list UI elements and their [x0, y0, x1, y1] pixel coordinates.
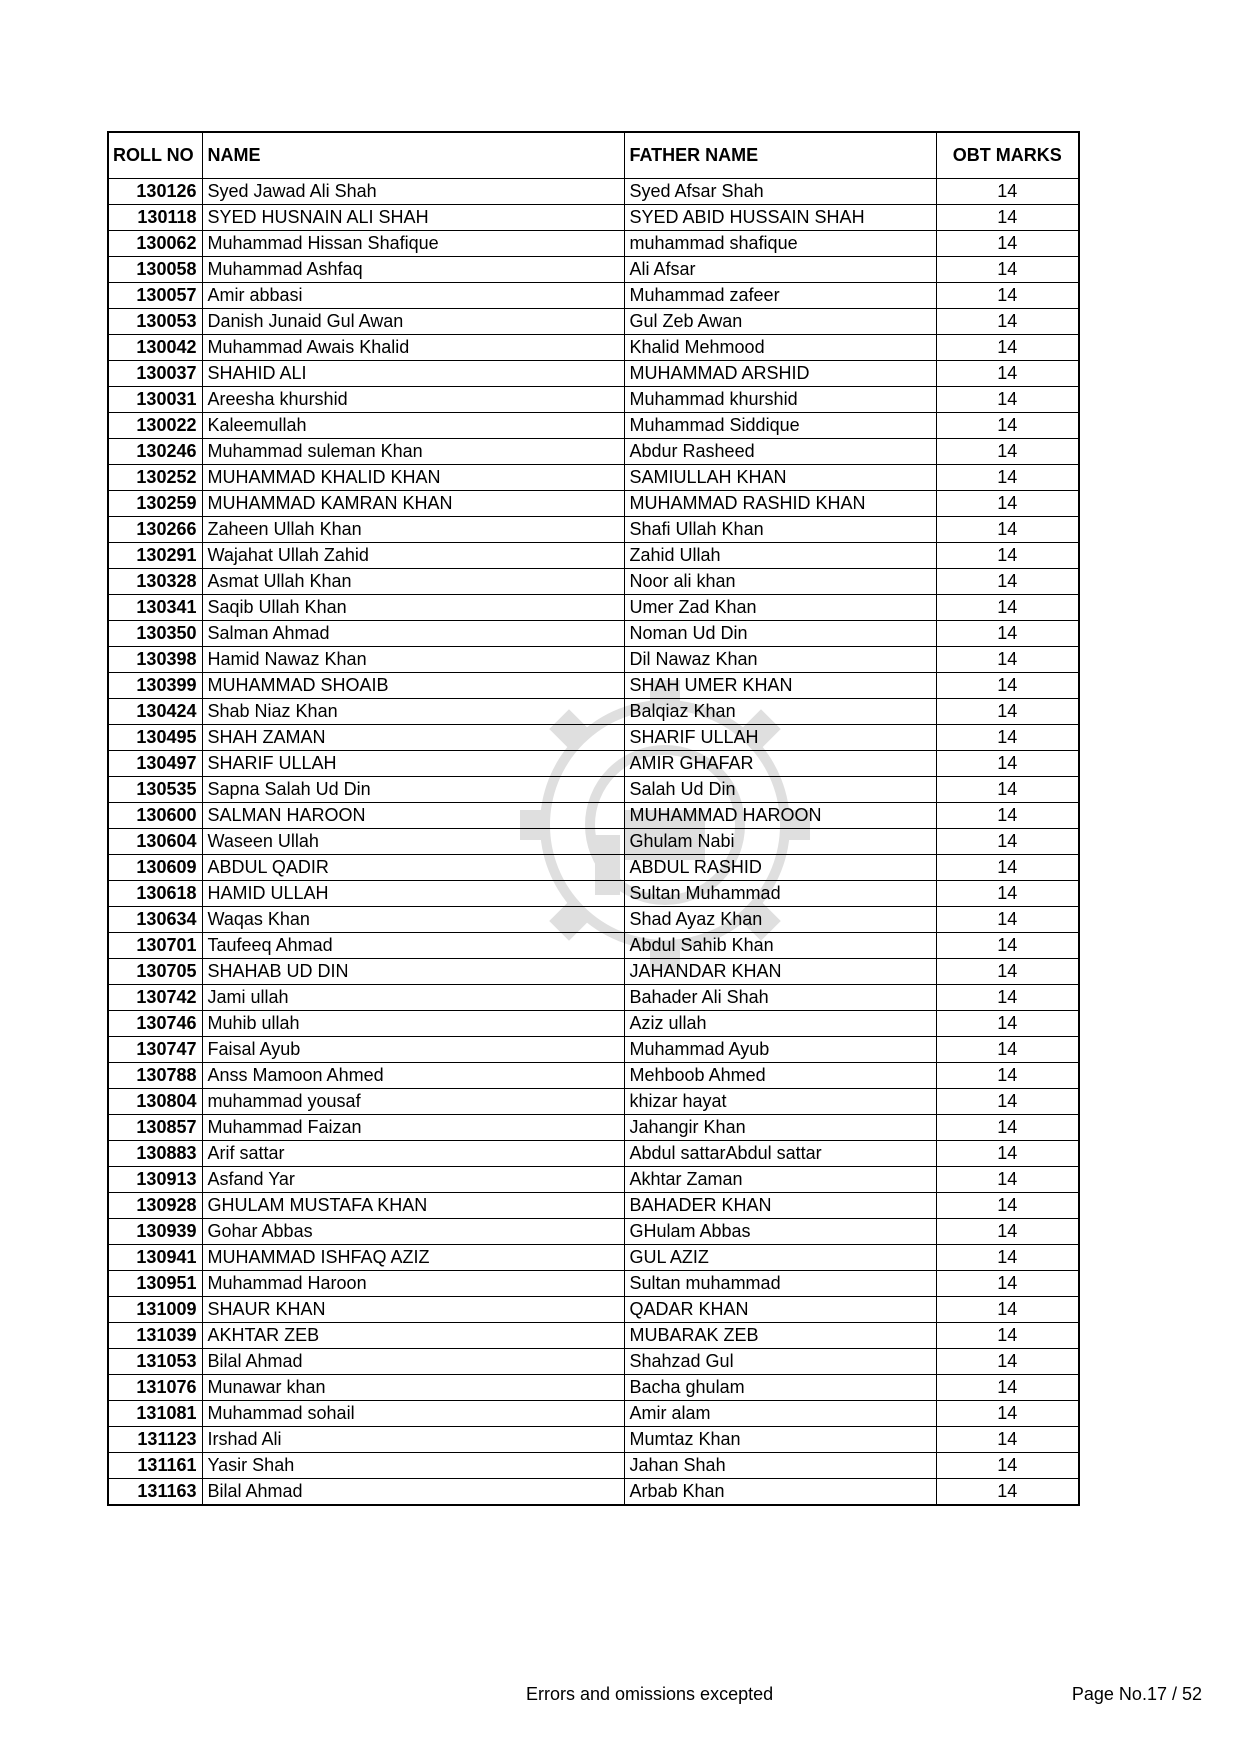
father-name-cell: Shahzad Gul — [624, 1349, 936, 1375]
name-cell: Muhammad suleman Khan — [202, 439, 624, 465]
table-row — [108, 1037, 1079, 1063]
obt-marks-cell: 14 — [936, 1245, 1079, 1271]
roll-no-cell: 130747 — [108, 1037, 202, 1063]
father-name-cell: Gul Zeb Awan — [624, 309, 936, 335]
father-name-cell: Salah Ud Din — [624, 777, 936, 803]
roll-no-cell: 130058 — [108, 257, 202, 283]
obt-marks-cell: 14 — [936, 933, 1079, 959]
father-name-cell: JAHANDAR KHAN — [624, 959, 936, 985]
table-row — [108, 1453, 1079, 1479]
roll-no-cell: 131053 — [108, 1349, 202, 1375]
name-cell: SALMAN HAROON — [202, 803, 624, 829]
name-cell: Syed Jawad Ali Shah — [202, 179, 624, 205]
father-name-cell: GHulam Abbas — [624, 1219, 936, 1245]
roll-no-cell: 130804 — [108, 1089, 202, 1115]
roll-no-cell: 130913 — [108, 1167, 202, 1193]
father-name-cell: Ali Afsar — [624, 257, 936, 283]
name-cell: Muhib ullah — [202, 1011, 624, 1037]
name-cell: SYED HUSNAIN ALI SHAH — [202, 205, 624, 231]
table-row — [108, 595, 1079, 621]
obt-marks-cell: 14 — [936, 1037, 1079, 1063]
name-cell: AKHTAR ZEB — [202, 1323, 624, 1349]
table-row — [108, 1349, 1079, 1375]
father-name-cell: Jahan Shah — [624, 1453, 936, 1479]
obt-marks-cell: 14 — [936, 231, 1079, 257]
name-cell: SHAH ZAMAN — [202, 725, 624, 751]
table-row — [108, 1115, 1079, 1141]
roll-no-cell: 130618 — [108, 881, 202, 907]
roll-no-cell: 130857 — [108, 1115, 202, 1141]
name-cell: Bilal Ahmad — [202, 1479, 624, 1506]
roll-no-cell: 130350 — [108, 621, 202, 647]
obt-marks-cell: 14 — [936, 1167, 1079, 1193]
table-row — [108, 517, 1079, 543]
roll-no-cell: 130535 — [108, 777, 202, 803]
table-header-row — [108, 132, 1079, 179]
table-row — [108, 621, 1079, 647]
obt-marks-cell: 14 — [936, 673, 1079, 699]
obt-marks-cell: 14 — [936, 361, 1079, 387]
name-cell: Hamid Nawaz Khan — [202, 647, 624, 673]
table-row — [108, 1219, 1079, 1245]
roll-no-cell: 130928 — [108, 1193, 202, 1219]
father-name-cell: Aziz ullah — [624, 1011, 936, 1037]
father-name-cell: Balqiaz Khan — [624, 699, 936, 725]
obt-marks-cell: 14 — [936, 1453, 1079, 1479]
name-cell: Kaleemullah — [202, 413, 624, 439]
roll-no-cell: 130037 — [108, 361, 202, 387]
father-name-cell: Abdur Rasheed — [624, 439, 936, 465]
table-row — [108, 465, 1079, 491]
obt-marks-cell: 14 — [936, 1323, 1079, 1349]
roll-no-cell: 130042 — [108, 335, 202, 361]
table-row — [108, 1063, 1079, 1089]
table-row — [108, 205, 1079, 231]
roll-no-cell: 131163 — [108, 1479, 202, 1506]
table-row — [108, 1011, 1079, 1037]
father-name-cell: Bahader Ali Shah — [624, 985, 936, 1011]
table-row — [108, 829, 1079, 855]
father-name-cell: Noman Ud Din — [624, 621, 936, 647]
table-row — [108, 725, 1079, 751]
father-name-cell: MUHAMMAD HAROON — [624, 803, 936, 829]
page-number: Page No.17 / 52 — [1071, 1684, 1202, 1704]
obt-marks-cell: 14 — [936, 1349, 1079, 1375]
father-name-cell: GUL AZIZ — [624, 1245, 936, 1271]
father-name-cell: Akhtar Zaman — [624, 1167, 936, 1193]
name-cell: Wajahat Ullah Zahid — [202, 543, 624, 569]
table-row — [108, 751, 1079, 777]
father-name-cell: Shafi Ullah Khan — [624, 517, 936, 543]
roll-no-cell: 130634 — [108, 907, 202, 933]
roll-no-cell: 130126 — [108, 179, 202, 205]
father-name-cell: Muhammad zafeer — [624, 283, 936, 309]
father-name-cell: muhammad shafique — [624, 231, 936, 257]
obt-marks-cell: 14 — [936, 439, 1079, 465]
father-name-cell: Umer Zad Khan — [624, 595, 936, 621]
obt-marks-cell: 14 — [936, 517, 1079, 543]
obt-marks-cell: 14 — [936, 985, 1079, 1011]
roll-no-cell: 130701 — [108, 933, 202, 959]
table-row — [108, 1271, 1079, 1297]
father-name-cell: Muhammad Ayub — [624, 1037, 936, 1063]
name-cell: Sapna Salah Ud Din — [202, 777, 624, 803]
table-row — [108, 335, 1079, 361]
name-cell: Muhammad sohail — [202, 1401, 624, 1427]
obt-marks-cell: 14 — [936, 1115, 1079, 1141]
name-cell: Taufeeq Ahmad — [202, 933, 624, 959]
roll-no-cell: 130398 — [108, 647, 202, 673]
father-name-cell: BAHADER KHAN — [624, 1193, 936, 1219]
roll-no-cell: 130246 — [108, 439, 202, 465]
roll-no-cell: 131161 — [108, 1453, 202, 1479]
obt-marks-cell: 14 — [936, 1063, 1079, 1089]
table-row — [108, 933, 1079, 959]
obt-marks-cell: 14 — [936, 1401, 1079, 1427]
roll-no-cell: 130746 — [108, 1011, 202, 1037]
roll-no-cell: 130939 — [108, 1219, 202, 1245]
roll-no-cell: 130609 — [108, 855, 202, 881]
roll-no-cell: 130497 — [108, 751, 202, 777]
roll-no-cell: 130031 — [108, 387, 202, 413]
name-cell: Bilal Ahmad — [202, 1349, 624, 1375]
obt-marks-cell: 14 — [936, 699, 1079, 725]
roll-no-cell: 130118 — [108, 205, 202, 231]
obt-marks-cell: 14 — [936, 959, 1079, 985]
name-cell: Muhammad Faizan — [202, 1115, 624, 1141]
roll-no-cell: 131081 — [108, 1401, 202, 1427]
name-cell: Areesha khurshid — [202, 387, 624, 413]
obt-marks-cell: 14 — [936, 595, 1079, 621]
name-cell: Asfand Yar — [202, 1167, 624, 1193]
roll-no-cell: 130266 — [108, 517, 202, 543]
obt-marks-cell: 14 — [936, 1193, 1079, 1219]
roll-no-cell: 130053 — [108, 309, 202, 335]
table-row — [108, 569, 1079, 595]
header-father-name: FATHER NAME — [624, 132, 936, 179]
father-name-cell: ABDUL RASHID — [624, 855, 936, 881]
obt-marks-cell: 14 — [936, 751, 1079, 777]
table-row — [108, 439, 1079, 465]
table-row — [108, 647, 1079, 673]
table-row — [108, 959, 1079, 985]
obt-marks-cell: 14 — [936, 803, 1079, 829]
roll-no-cell: 130399 — [108, 673, 202, 699]
roll-no-cell: 130604 — [108, 829, 202, 855]
results-table — [107, 131, 1080, 1506]
roll-no-cell: 130600 — [108, 803, 202, 829]
roll-no-cell: 130328 — [108, 569, 202, 595]
father-name-cell: SHARIF ULLAH — [624, 725, 936, 751]
roll-no-cell: 130883 — [108, 1141, 202, 1167]
obt-marks-cell: 14 — [936, 1297, 1079, 1323]
table-row — [108, 543, 1079, 569]
roll-no-cell: 130022 — [108, 413, 202, 439]
obt-marks-cell: 14 — [936, 829, 1079, 855]
roll-no-cell: 130291 — [108, 543, 202, 569]
table-row — [108, 1427, 1079, 1453]
name-cell: Muhammad Ashfaq — [202, 257, 624, 283]
name-cell: Waseen Ullah — [202, 829, 624, 855]
name-cell: SHARIF ULLAH — [202, 751, 624, 777]
obt-marks-cell: 14 — [936, 647, 1079, 673]
obt-marks-cell: 14 — [936, 1271, 1079, 1297]
name-cell: Faisal Ayub — [202, 1037, 624, 1063]
obt-marks-cell: 14 — [936, 621, 1079, 647]
obt-marks-cell: 14 — [936, 491, 1079, 517]
table-row — [108, 361, 1079, 387]
obt-marks-cell: 14 — [936, 179, 1079, 205]
table-row — [108, 881, 1079, 907]
obt-marks-cell: 14 — [936, 335, 1079, 361]
header-roll-no: ROLL NO — [108, 132, 202, 179]
father-name-cell: SYED ABID HUSSAIN SHAH — [624, 205, 936, 231]
father-name-cell: MUHAMMAD ARSHID — [624, 361, 936, 387]
father-name-cell: Shad Ayaz Khan — [624, 907, 936, 933]
obt-marks-cell: 14 — [936, 257, 1079, 283]
obt-marks-cell: 14 — [936, 465, 1079, 491]
table-row — [108, 803, 1079, 829]
father-name-cell: SHAH UMER KHAN — [624, 673, 936, 699]
roll-no-cell: 130252 — [108, 465, 202, 491]
table-row — [108, 1089, 1079, 1115]
obt-marks-cell: 14 — [936, 1375, 1079, 1401]
roll-no-cell: 131076 — [108, 1375, 202, 1401]
table-row — [108, 1479, 1079, 1506]
obt-marks-cell: 14 — [936, 1479, 1079, 1506]
table-row — [108, 309, 1079, 335]
obt-marks-cell: 14 — [936, 907, 1079, 933]
name-cell: Amir abbasi — [202, 283, 624, 309]
errors-note: Errors and omissions excepted — [526, 1684, 774, 1704]
father-name-cell: Abdul Sahib Khan — [624, 933, 936, 959]
obt-marks-cell: 14 — [936, 283, 1079, 309]
table-row — [108, 1141, 1079, 1167]
table-row — [108, 673, 1079, 699]
table-row — [108, 777, 1079, 803]
name-cell: SHAHAB UD DIN — [202, 959, 624, 985]
name-cell: Muhammad Awais Khalid — [202, 335, 624, 361]
roll-no-cell: 130495 — [108, 725, 202, 751]
obt-marks-cell: 14 — [936, 413, 1079, 439]
father-name-cell: Syed Afsar Shah — [624, 179, 936, 205]
table-row — [108, 985, 1079, 1011]
name-cell: muhammad yousaf — [202, 1089, 624, 1115]
roll-no-cell: 131123 — [108, 1427, 202, 1453]
father-name-cell: Mumtaz Khan — [624, 1427, 936, 1453]
father-name-cell: Arbab Khan — [624, 1479, 936, 1506]
roll-no-cell: 130424 — [108, 699, 202, 725]
roll-no-cell: 130341 — [108, 595, 202, 621]
obt-marks-cell: 14 — [936, 777, 1079, 803]
table-row — [108, 699, 1079, 725]
obt-marks-cell: 14 — [936, 725, 1079, 751]
father-name-cell: MUHAMMAD RASHID KHAN — [624, 491, 936, 517]
father-name-cell: MUBARAK ZEB — [624, 1323, 936, 1349]
roll-no-cell: 130941 — [108, 1245, 202, 1271]
father-name-cell: Ghulam Nabi — [624, 829, 936, 855]
father-name-cell: Mehboob Ahmed — [624, 1063, 936, 1089]
roll-no-cell: 130788 — [108, 1063, 202, 1089]
table-row — [108, 1323, 1079, 1349]
name-cell: Zaheen Ullah Khan — [202, 517, 624, 543]
name-cell: Waqas Khan — [202, 907, 624, 933]
table-row — [108, 1375, 1079, 1401]
table-row — [108, 387, 1079, 413]
father-name-cell: Khalid Mehmood — [624, 335, 936, 361]
table-row — [108, 179, 1079, 205]
obt-marks-cell: 14 — [936, 1141, 1079, 1167]
obt-marks-cell: 14 — [936, 569, 1079, 595]
table-row — [108, 1297, 1079, 1323]
father-name-cell: Muhammad Siddique — [624, 413, 936, 439]
father-name-cell: khizar hayat — [624, 1089, 936, 1115]
name-cell: SHAUR KHAN — [202, 1297, 624, 1323]
father-name-cell: AMIR GHAFAR — [624, 751, 936, 777]
name-cell: GHULAM MUSTAFA KHAN — [202, 1193, 624, 1219]
obt-marks-cell: 14 — [936, 205, 1079, 231]
name-cell: Shab Niaz Khan — [202, 699, 624, 725]
roll-no-cell: 130057 — [108, 283, 202, 309]
father-name-cell: Muhammad khurshid — [624, 387, 936, 413]
table-row — [108, 1167, 1079, 1193]
table-row — [108, 1245, 1079, 1271]
father-name-cell: Amir alam — [624, 1401, 936, 1427]
roll-no-cell: 130259 — [108, 491, 202, 517]
roll-no-cell: 130742 — [108, 985, 202, 1011]
roll-no-cell: 131039 — [108, 1323, 202, 1349]
name-cell: Jami ullah — [202, 985, 624, 1011]
name-cell: MUHAMMAD KAMRAN KHAN — [202, 491, 624, 517]
name-cell: Salman Ahmad — [202, 621, 624, 647]
name-cell: Irshad Ali — [202, 1427, 624, 1453]
name-cell: Saqib Ullah Khan — [202, 595, 624, 621]
name-cell: Arif sattar — [202, 1141, 624, 1167]
table-row — [108, 413, 1079, 439]
roll-no-cell: 130062 — [108, 231, 202, 257]
obt-marks-cell: 14 — [936, 387, 1079, 413]
name-cell: ABDUL QADIR — [202, 855, 624, 881]
table-row — [108, 257, 1079, 283]
father-name-cell: Sultan muhammad — [624, 1271, 936, 1297]
name-cell: Yasir Shah — [202, 1453, 624, 1479]
obt-marks-cell: 14 — [936, 855, 1079, 881]
obt-marks-cell: 14 — [936, 1219, 1079, 1245]
table-row — [108, 491, 1079, 517]
father-name-cell: Sultan Muhammad — [624, 881, 936, 907]
name-cell: Gohar Abbas — [202, 1219, 624, 1245]
name-cell: SHAHID ALI — [202, 361, 624, 387]
father-name-cell: Noor ali khan — [624, 569, 936, 595]
name-cell: MUHAMMAD SHOAIB — [202, 673, 624, 699]
header-obt-marks: OBT MARKS — [936, 132, 1079, 179]
father-name-cell: Abdul sattarAbdul sattar — [624, 1141, 936, 1167]
father-name-cell: SAMIULLAH KHAN — [624, 465, 936, 491]
roll-no-cell: 131009 — [108, 1297, 202, 1323]
roll-no-cell: 130705 — [108, 959, 202, 985]
name-cell: Muhammad Hissan Shafique — [202, 231, 624, 257]
table-row — [108, 231, 1079, 257]
father-name-cell: Jahangir Khan — [624, 1115, 936, 1141]
header-name: NAME — [202, 132, 624, 179]
table-row — [108, 907, 1079, 933]
name-cell: Anss Mamoon Ahmed — [202, 1063, 624, 1089]
table-row — [108, 1401, 1079, 1427]
obt-marks-cell: 14 — [936, 543, 1079, 569]
name-cell: MUHAMMAD KHALID KHAN — [202, 465, 624, 491]
obt-marks-cell: 14 — [936, 1011, 1079, 1037]
father-name-cell: QADAR KHAN — [624, 1297, 936, 1323]
name-cell: Danish Junaid Gul Awan — [202, 309, 624, 335]
roll-no-cell: 130951 — [108, 1271, 202, 1297]
name-cell: Asmat Ullah Khan — [202, 569, 624, 595]
obt-marks-cell: 14 — [936, 881, 1079, 907]
name-cell: MUHAMMAD ISHFAQ AZIZ — [202, 1245, 624, 1271]
name-cell: HAMID ULLAH — [202, 881, 624, 907]
obt-marks-cell: 14 — [936, 1089, 1079, 1115]
father-name-cell: Dil Nawaz Khan — [624, 647, 936, 673]
obt-marks-cell: 14 — [936, 1427, 1079, 1453]
father-name-cell: Zahid Ullah — [624, 543, 936, 569]
name-cell: Muhammad Haroon — [202, 1271, 624, 1297]
father-name-cell: Bacha ghulam — [624, 1375, 936, 1401]
table-row — [108, 283, 1079, 309]
table-row — [108, 1193, 1079, 1219]
table-row — [108, 855, 1079, 881]
obt-marks-cell: 14 — [936, 309, 1079, 335]
name-cell: Munawar khan — [202, 1375, 624, 1401]
